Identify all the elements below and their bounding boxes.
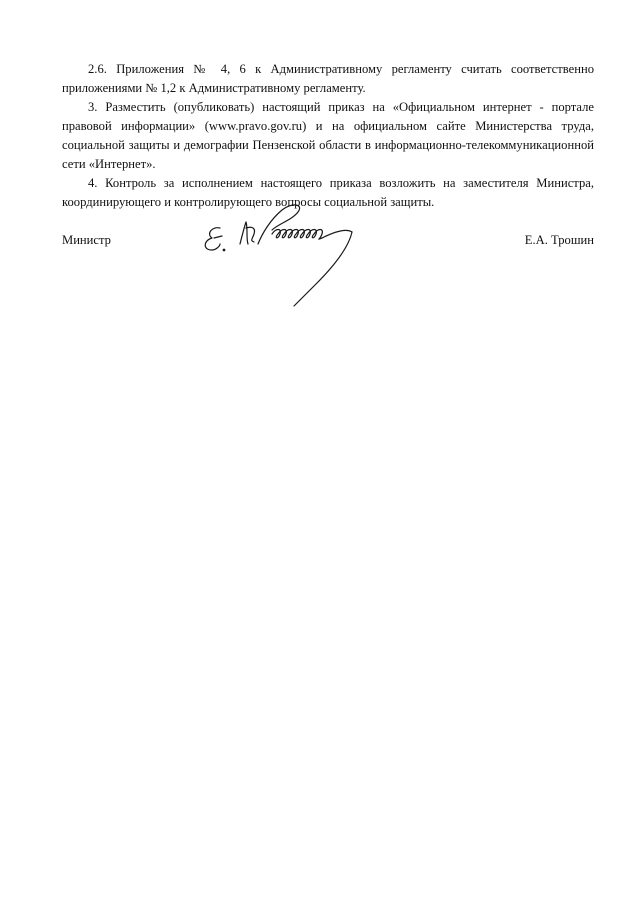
signer-position: Министр xyxy=(62,233,111,247)
signer-name: Е.А. Трошин xyxy=(524,233,594,247)
paragraph-3: 3. Разместить (опубликовать) настоящий приказ на «Официальном интернет - портале правовой информации» (www.pravo.gov.ru) и на официальном сайте Министерства труда, социальной защиты и демографии Пензенской области в информационно-телекоммуникационной сети «Интернет». xyxy=(62,100,594,171)
document-body xyxy=(62,60,594,212)
handwritten-signature xyxy=(198,198,368,310)
paragraph-2-6: 2.6. Приложения № 4, 6 к Административному регламенту считать соответственно приложениями № 1,2 к Административному регламенту. xyxy=(62,62,594,95)
paragraph-4: 4. Контроль за исполнением настоящего приказа возложить на заместителя Министра, координирующего и контролирующего вопросы социальной защиты. xyxy=(62,176,594,209)
